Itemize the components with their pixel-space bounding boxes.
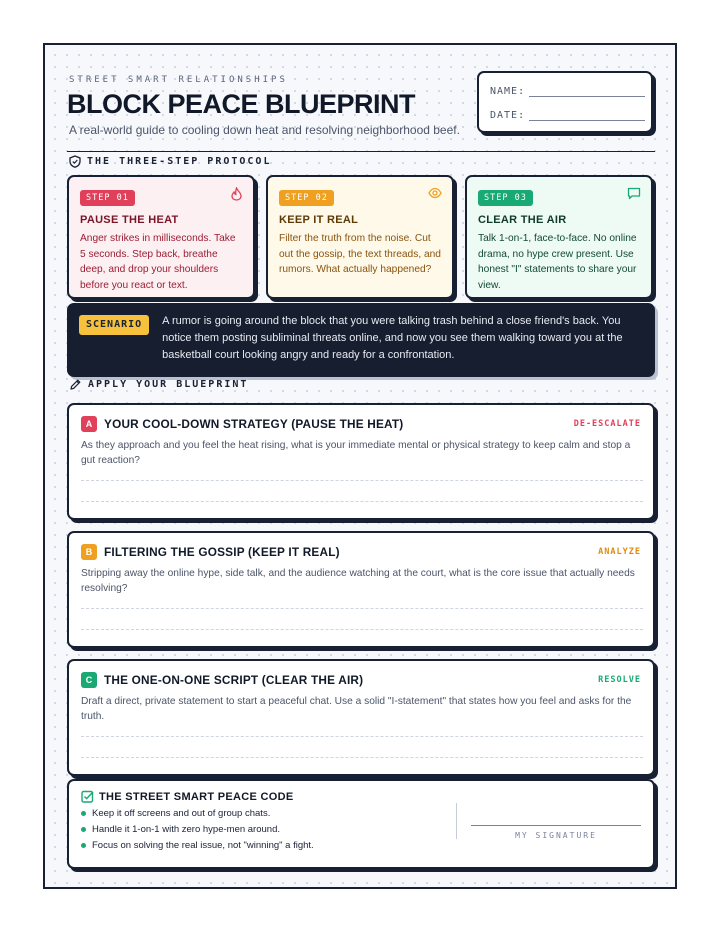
- protocol-heading: [69, 155, 271, 168]
- peace-rule-text: Focus on solving the real issue, not "winning" a fight.: [92, 840, 314, 851]
- step-card-clear-air: [465, 175, 653, 299]
- scenario-text: A rumor is going around the block that you were talking trash behind a close friend's back. You notice them posting subliminal threats online, and now you see them walking toward you at the basketball court looking angry and ready for a confrontation.: [162, 315, 623, 361]
- chat-icon: [627, 187, 641, 200]
- step-title: PAUSE THE HEAT: [80, 214, 179, 226]
- date-label: DATE:: [490, 110, 526, 121]
- bullet-dot: [81, 843, 86, 848]
- question-prompt: Stripping away the online hype, side talk, and the audience watching at the court, what is the core issue that actually needs resolving?: [81, 568, 635, 594]
- question-letter: C: [81, 672, 97, 688]
- answer-line[interactable]: [81, 501, 643, 502]
- flame-icon: [230, 187, 243, 201]
- step-badge: STEP 02: [279, 190, 334, 206]
- answer-line[interactable]: [81, 608, 643, 609]
- signature-divider: [456, 803, 457, 839]
- step-title: KEEP IT REAL: [279, 214, 359, 226]
- worksheet-page: [43, 43, 677, 889]
- step-badge: STEP 03: [478, 190, 533, 206]
- peace-rule-text: Handle it 1-on-1 with zero hype-men around.: [92, 824, 280, 835]
- signature-label: MY SIGNATURE: [515, 831, 597, 840]
- page-title: BLOCK PEACE BLUEPRINT: [67, 89, 416, 119]
- step-card-keep-real: [266, 175, 454, 299]
- apply-heading-text: APPLY YOUR BLUEPRINT: [88, 379, 249, 390]
- header-divider: [67, 151, 655, 152]
- page-subtitle: A real-world guide to cooling down heat and resolving neighborhood beef.: [69, 123, 460, 137]
- peace-code-box: [67, 779, 655, 869]
- question-tag: DE-ESCALATE: [573, 419, 641, 429]
- apply-heading: [69, 378, 248, 391]
- question-card-c: [67, 659, 655, 776]
- question-letter: B: [81, 544, 97, 560]
- question-card-b: [67, 531, 655, 648]
- peace-code-heading: THE STREET SMART PEACE CODE: [99, 790, 294, 803]
- scenario-tag: SCENARIO: [79, 315, 149, 335]
- name-label: NAME:: [490, 86, 526, 97]
- peace-rule: [81, 808, 641, 819]
- answer-line[interactable]: [81, 736, 643, 737]
- step-card-pause: [67, 175, 255, 299]
- scenario-box: [67, 303, 655, 377]
- answer-line[interactable]: [81, 757, 643, 758]
- question-prompt: As they approach and you feel the heat rising, what is your immediate mental or physical strategy to keep calm and stop a gut reaction?: [81, 440, 631, 466]
- step-title: CLEAR THE AIR: [478, 214, 567, 226]
- question-card-a: [67, 403, 655, 520]
- question-tag: ANALYZE: [598, 547, 641, 557]
- checkbox-icon: [81, 790, 94, 803]
- name-date-box: [477, 71, 653, 133]
- peace-rule: [81, 840, 641, 851]
- question-tag: RESOLVE: [598, 675, 641, 685]
- peace-rule-text: Keep it off screens and out of group chats.: [92, 808, 271, 819]
- question-prompt: Draft a direct, private statement to start a peaceful chat. Use a solid "I-statement" that states how you feel and asks for the truth.: [81, 696, 632, 722]
- question-title: FILTERING THE GOSSIP (KEEP IT REAL): [104, 545, 340, 559]
- question-title: YOUR COOL-DOWN STRATEGY (PAUSE THE HEAT): [104, 417, 404, 431]
- step-text: Talk 1-on-1, face-to-face. No online drama, no hype crew present. Use honest "I" statements to share your view.: [478, 233, 637, 291]
- pencil-icon: [69, 378, 82, 391]
- eye-icon: [428, 187, 442, 199]
- date-line[interactable]: [529, 111, 645, 121]
- date-field[interactable]: [490, 110, 645, 121]
- answer-line[interactable]: [81, 480, 643, 481]
- step-text: Filter the truth from the noise. Cut out the gossip, the text threads, and rumors. What actually happened?: [279, 233, 441, 275]
- bullet-dot: [81, 811, 86, 816]
- name-line[interactable]: [529, 87, 645, 97]
- question-title: THE ONE-ON-ONE SCRIPT (CLEAR THE AIR): [104, 673, 364, 687]
- protocol-heading-text: THE THREE-STEP PROTOCOL: [87, 156, 272, 167]
- step-badge: STEP 01: [80, 190, 135, 206]
- signature-line[interactable]: [471, 825, 641, 826]
- question-letter: A: [81, 416, 97, 432]
- step-text: Anger strikes in milliseconds. Take 5 seconds. Step back, breathe deep, and drop your shoulders before you react or text.: [80, 233, 236, 291]
- shield-icon: [69, 155, 81, 168]
- bullet-dot: [81, 827, 86, 832]
- answer-line[interactable]: [81, 629, 643, 630]
- name-field[interactable]: [490, 86, 645, 97]
- kicker: STREET SMART RELATIONSHIPS: [69, 75, 288, 85]
